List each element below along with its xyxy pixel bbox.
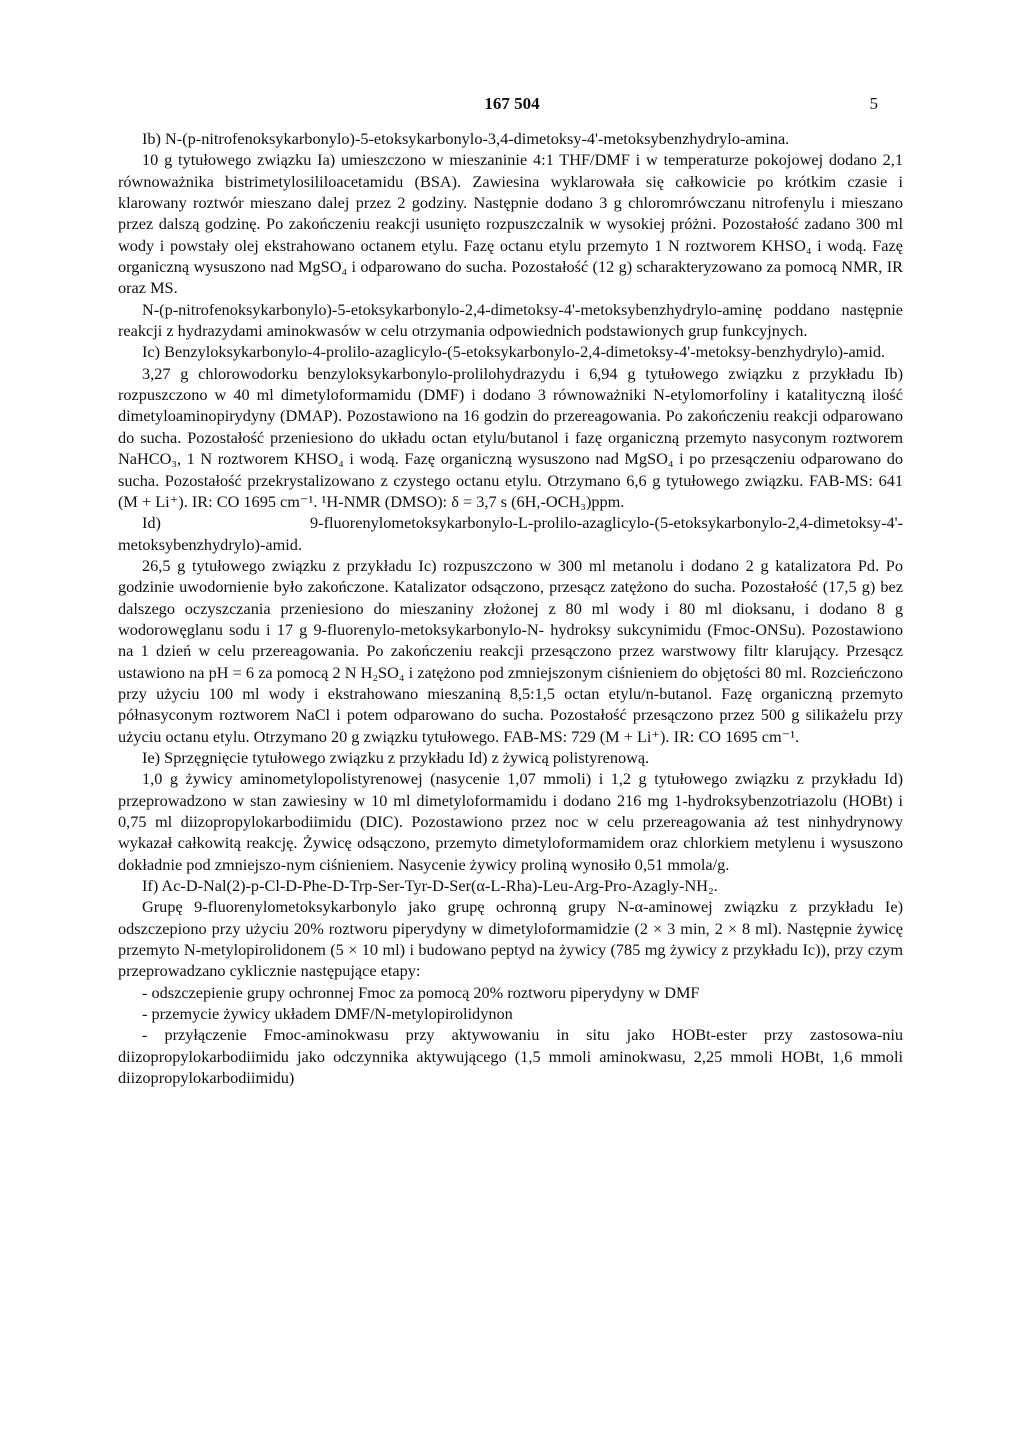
page-number: 5 bbox=[869, 94, 878, 113]
paragraph: 1,0 g żywicy aminometylopolistyrenowej (nasycenie 1,07 mmoli) i 1,2 g tytułowego związku z przykładu Id) przeprowadzono w stan zawiesiny w 10 ml dimetyloformamidu i dodano 216 mg 1-hydroksybenzotriazolu (HOBt) i 0,75 ml diizopropylokarbodiimidu (DIC). Pozostawiono przez noc w celu przereagowania aż test ninhydrynowy wykazał całkowitą reakcję. Żywicę odsączono, przemyto dimetyloformamidem oraz chlorkiem metylenu i wysuszono dokładnie pod zmniejszo-nym ciśnieniem. Nasycenie żywicy proliną wynosiło 0,51 mmola/g. bbox=[118, 769, 903, 874]
page-header bbox=[0, 94, 1024, 118]
list-item: - przemycie żywicy układem DMF/N-metylopirolidynon bbox=[142, 1004, 513, 1024]
paragraph: 3,27 g chlorowodorku benzyloksykarbonylo-prolilohydrazydu i 6,94 g tytułowego związku z przykładu Ib) rozpuszczono w 40 ml dimetyloformamidu (DMF) i dodano 3 równoważniki N-etylomorfoliny i katalityczną ilość dimetyloaminopirydyny (DMAP). Pozostawiono na 16 godzin do przereagowania. Po zakończeniu reakcji odparowano do sucha. Pozostałość przeniesiono do układu octan etylu/butanol i fazę organiczną przemyto nasyconym roztworem NaHCO₃, 1 N roztworem KHSO₄ i wodą. Fazę organiczną wysuszono nad MgSO₄ i po przesączeniu odparowano do sucha. Pozostałość przekrystalizowano z czystego octanu etylu. Otrzymano 6,6 g tytułowego związku. FAB-MS: 641 (M + Li⁺). IR: CO 1695 cm⁻¹. ¹H-NMR (DMSO): δ = 3,7 s (6H,-OCH₃)ppm. bbox=[118, 363, 903, 511]
patent-number: 167 504 bbox=[484, 94, 540, 113]
paragraph: 26,5 g tytułowego związku z przykładu Ic) rozpuszczono w 300 ml metanolu i dodano 2 g katalizatora Pd. Po godzinie uwodornienie było zakończone. Katalizator odsączono, przesącz zatężono do sucha. Pozostałość (17,5 g) bez dalszego oczyszczania przeniesiono do mieszaniny złożonej z 80 ml wody i 80 ml dioksanu, i dodano 8 g wodorowęglanu sodu i 17 g 9-fluorenylo-metoksykarbonylo-N- hydroksy sukcynimidu (Fmoc-ONSu). Pozostawiono na 1 dzień w celu przereagowania. Po zakończeniu reakcji przesączono przez warstwowy filtr klarujący. Przesącz ustawiono na pH = 6 za pomocą 2 N H₂SO₄ i zatężono pod zmniejszonym ciśnieniem do objętości 80 ml. Rozcieńczono przy użyciu 100 ml wody i ekstrahowano mieszaniną 8,5:1,5 octan etylu/n-butanol. Fazę organiczną przemyto półnasyconym roztworem NaCl i potem odparowano do sucha. Pozostałość przesączono przez 500 g silikażelu przy użyciu octanu etylu. Otrzymano 20 g związku tytułowego. FAB-MS: 729 (M + Li⁺). IR: CO 1695 cm⁻¹. bbox=[118, 555, 903, 746]
paragraph: If) Ac-D-Nal(2)-p-Cl-D-Phe-D-Trp-Ser-Tyr-D-Ser(α-L-Rha)-Leu-Arg-Pro-Azagly-NH₂. bbox=[142, 876, 718, 896]
paragraph: Ie) Sprzęgnięcie tytułowego związku z przykładu Id) z żywicą polistyrenową. bbox=[142, 747, 650, 767]
list-item: - przyłączenie Fmoc-aminokwasu przy aktywowaniu in situ jako HOBt-ester przy zastosowa-niu diizopropylokarbodiimidu jako odczynnika aktywującego (1,5 mmoli aminokwasu, 2,25 mmoli HOBt, 1,6 mmoli diizopropylokarbodiimidu) bbox=[118, 1025, 903, 1088]
paragraph: Id) 9-fluorenylometoksykarbonylo-L-prolilo-azaglicylo-(5-etoksykarbonylo-2,4-dimetoksy-4'-metoksybenzhydrylo)-amid. bbox=[118, 513, 903, 554]
paragraph: Grupę 9-fluorenylometoksykarbonylo jako grupę ochronną grupy N-α-aminowej związku z przykładu Ie) odszczepiono przy użyciu 20% roztworu piperydyny w dimetyloformamidzie (2 × 3 min, 2 × 8 ml). Następnie żywicę przemyto N-metylopirolidonem (5 × 10 ml) i budowano peptyd na żywicy (785 mg żywicy z przykładu Ic)), przy czym przeprowadzano cyklicznie następujące etapy: bbox=[118, 897, 903, 981]
paragraph: Ic) Benzyloksykarbonylo-4-prolilo-azaglicylo-(5-etoksykarbonylo-2,4-dimetoksy-4'-metoksy-benzhydrylo)-amid. bbox=[142, 342, 886, 362]
body-text bbox=[118, 128, 903, 1088]
paragraph: Ib) N-(p-nitrofenoksykarbonylo)-5-etoksykarbonylo-3,4-dimetoksy-4'-metoksybenzhydrylo-amina. bbox=[142, 129, 790, 148]
paragraph: N-(p-nitrofenoksykarbonylo)-5-etoksykarbonylo-2,4-dimetoksy-4'-metoksybenzhydrylo-aminę poddano następnie reakcji z hydrazydami aminokwasów w celu otrzymania odpowiednich podstawionych grup funkcyjnych. bbox=[118, 299, 903, 341]
paragraph: 10 g tytułowego związku Ia) umieszczono w mieszaninie 4:1 THF/DMF i w temperaturze pokojowej dodano 2,1 równoważnika bistrimetylosililoacetamidu (BSA). Zawiesina wyklarowała się całkowicie po krótkim czasie i klarowany roztwór mieszano dalej przez 2 godziny. Następnie dodano 3 g chloromrówczanu nitrofenylu i mieszano przez dalszą godzinę. Po zakończeniu reakcji usunięto rozpuszczalnik w wysokiej próżni. Pozostałość zadano 300 ml wody i powstały olej ekstrahowano octanem etylu. Fazę octanu etylu przemyto 1 N roztworem KHSO₄ i wodą. Fazę organiczną wysuszono nad MgSO₄ i odparowano do sucha. Pozostałość (12 g) scharakteryzowano za pomocą NMR, IR oraz MS. bbox=[118, 150, 903, 298]
list-item: - odszczepienie grupy ochronnej Fmoc za pomocą 20% roztworu piperydyny w DMF bbox=[142, 982, 700, 1002]
